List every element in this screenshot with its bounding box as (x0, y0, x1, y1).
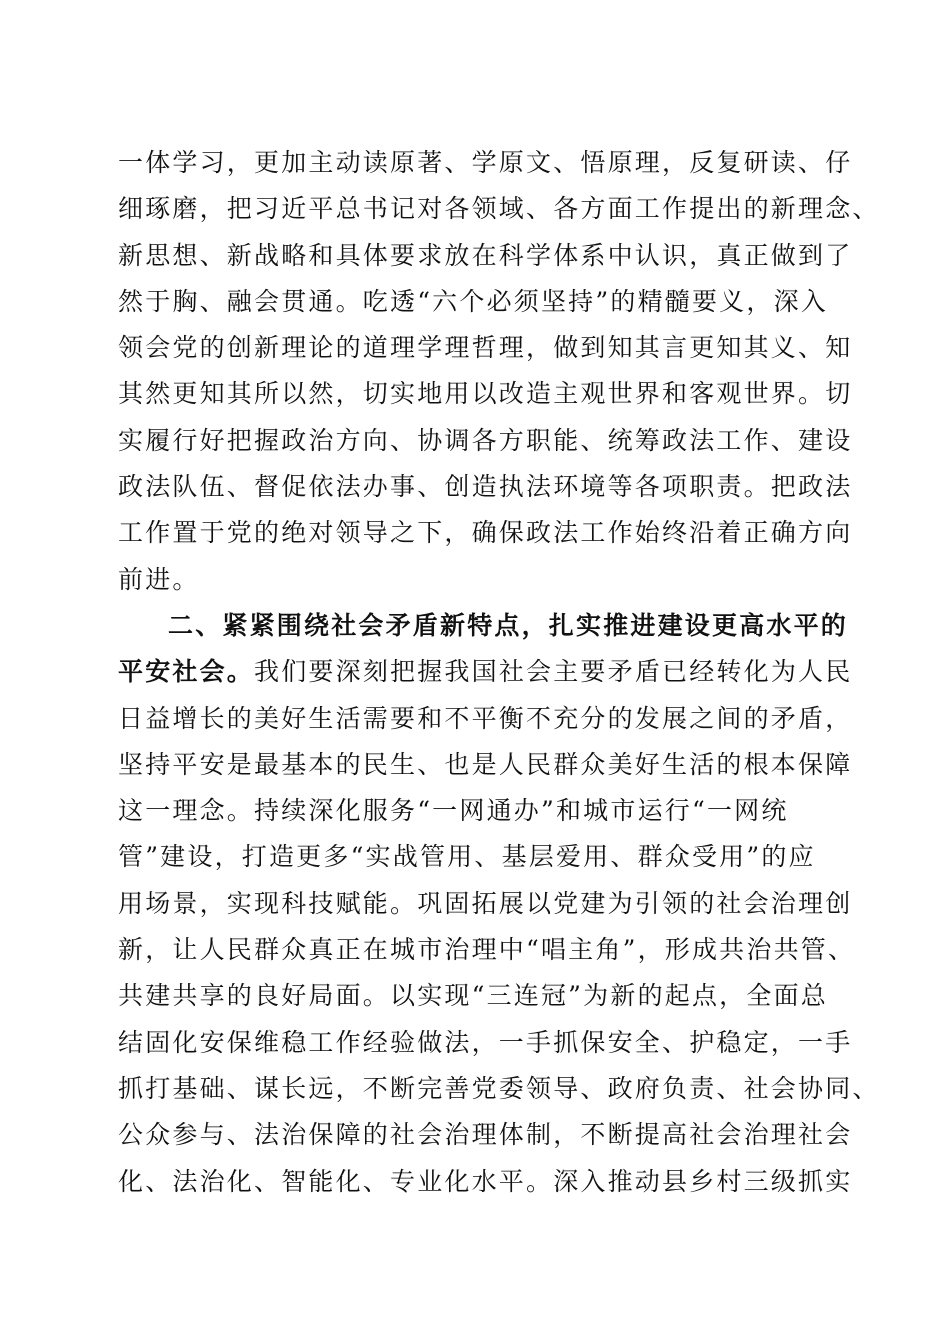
paragraph-line: 工作置于党的绝对领导之下，确保政法工作始终沿着正确方向 (118, 518, 853, 548)
paragraph-line: 共建共享的良好局面。以实现“三连冠”为新的起点，全面总 (118, 981, 828, 1011)
paragraph-line: 然于胸、融会贯通。吃透“六个必须坚持”的精髓要义，深入 (118, 286, 828, 316)
paragraph-line: 化、法治化、智能化、专业化水平。深入推动县乡村三级抓实 (118, 1166, 853, 1196)
paragraph-line: 新，让人民群众真正在城市治理中“唱主角”，形成共治共管、 (118, 935, 856, 965)
paragraph-line: 政法队伍、督促依法办事、创造执法环境等各项职责。把政法 (118, 472, 853, 502)
paragraph-line: 这一理念。持续深化服务“一网通办”和城市运行“一网统 (118, 796, 789, 826)
paragraph-line: 一体学习，更加主动读原著、学原文、悟原理，反复研读、仔 (118, 148, 853, 177)
paragraph-line: 实履行好把握政治方向、协调各方职能、统筹政法工作、建设 (118, 425, 853, 455)
paragraph-line: 用场景，实现科技赋能。巩固拓展以党建为引领的社会治理创 (118, 888, 853, 918)
paragraph-line: 前进。 (118, 564, 200, 594)
paragraph-line: 结固化安保维稳工作经验做法，一手抓保安全、护稳定，一手 (118, 1027, 853, 1057)
section-heading: 二、紧紧围绕社会矛盾新特点，扎实推进建设更高水平的 (168, 610, 849, 640)
paragraph-line: 管”建设，打造更多“实战管用、基层爱用、群众受用”的应 (118, 842, 816, 872)
paragraph-line: 日益增长的美好生活需要和不平衡不充分的发展之间的矛盾， (118, 703, 853, 733)
paragraph-line: 其然更知其所以然，切实地用以改造主观世界和客观世界。切 (118, 379, 853, 409)
paragraph-line: 坚持平安是最基本的民生、也是人民群众美好生活的根本保障 (118, 749, 853, 779)
paragraph-line: 领会党的创新理论的道理学理哲理，做到知其言更知其义、知 (118, 333, 853, 363)
document-body (118, 140, 880, 1205)
paragraph-line: 细琢磨，把习近平总书记对各领域、各方面工作提出的新理念、 (118, 194, 880, 224)
paragraph-line: 抓打基础、谋长远，不断完善党委领导、政府负责、社会协同、 (118, 1073, 880, 1103)
section-heading-end: 平安社会。 (118, 657, 255, 687)
paragraph-line: 公众参与、法治保障的社会治理体制，不断提高社会治理社会 (118, 1120, 853, 1150)
paragraph-line-start: 我们要深刻把握我国社会主要矛盾已经转化为人民 (254, 657, 853, 687)
section-heading-continuation (118, 649, 853, 695)
paragraph-line: 新思想、新战略和具体要求放在科学体系中认识，真正做到了 (118, 240, 853, 270)
